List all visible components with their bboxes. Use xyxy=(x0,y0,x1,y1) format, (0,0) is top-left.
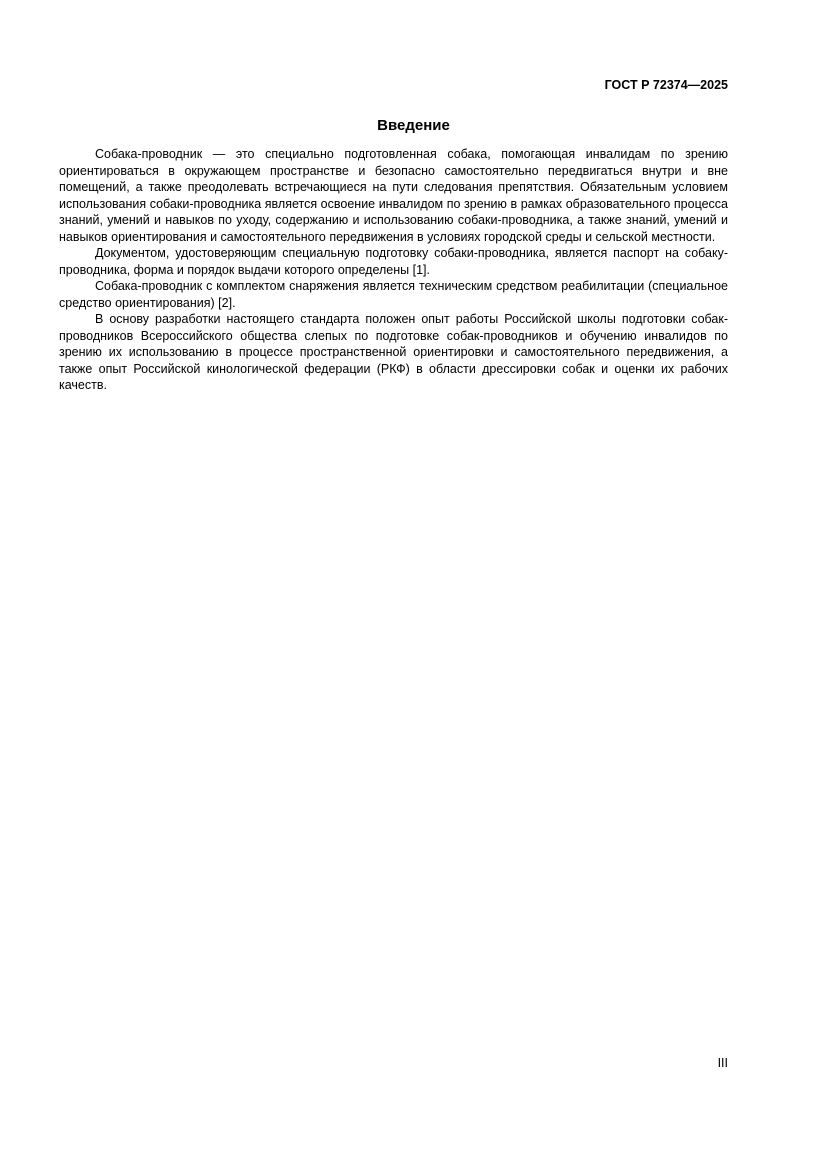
paragraph-guide-dog-definition: Собака-проводник — это специально подготовленная собака, помогающая инвалидам по зрению ориентироваться в окружающем пространстве и безопасно самостоятельно передвигаться внутри и вне помещений, а также преодолевать встречающиеся на пути следования препятствия. Обязательным условием использования собаки-проводника является освоение инвалидом по зрению в рамках образовательного процесса знаний, умений и навыков по уходу, содержанию и использованию собаки-проводника, а также знаний, умений и навыков ориентирования и самостоятельного передвижения в условиях городской среды и сельской местности. xyxy=(59,147,728,244)
paragraph-passport: Документом, удостоверяющим специальную подготовку собаки-проводника, является паспорт на собаку-проводника, форма и порядок выдачи которого определены [1]. xyxy=(59,246,728,277)
paragraph-standard-basis: В основу разработки настоящего стандарта положен опыт работы Российской школы подготовки собак-проводников Всероссийского общества слепых по подготовке собак-проводников и обучению инвалидов по зрению их использованию в процессе пространственной ориентировки и самостоятельного передвижения, а также опыт Российской кинологической федерации (РКФ) в области дрессировки собак и оценки их рабочих качеств. xyxy=(59,312,728,392)
page-number: III xyxy=(717,1056,728,1070)
section-title: Введение xyxy=(377,117,450,134)
introduction-body xyxy=(59,146,728,394)
standard-code: ГОСТ Р 72374—2025 xyxy=(604,78,728,92)
paragraph-rehabilitation-means: Собака-проводник с комплектом снаряжения является техническим средством реабилитации (специальное средство ориентирования) [2]. xyxy=(59,279,728,310)
